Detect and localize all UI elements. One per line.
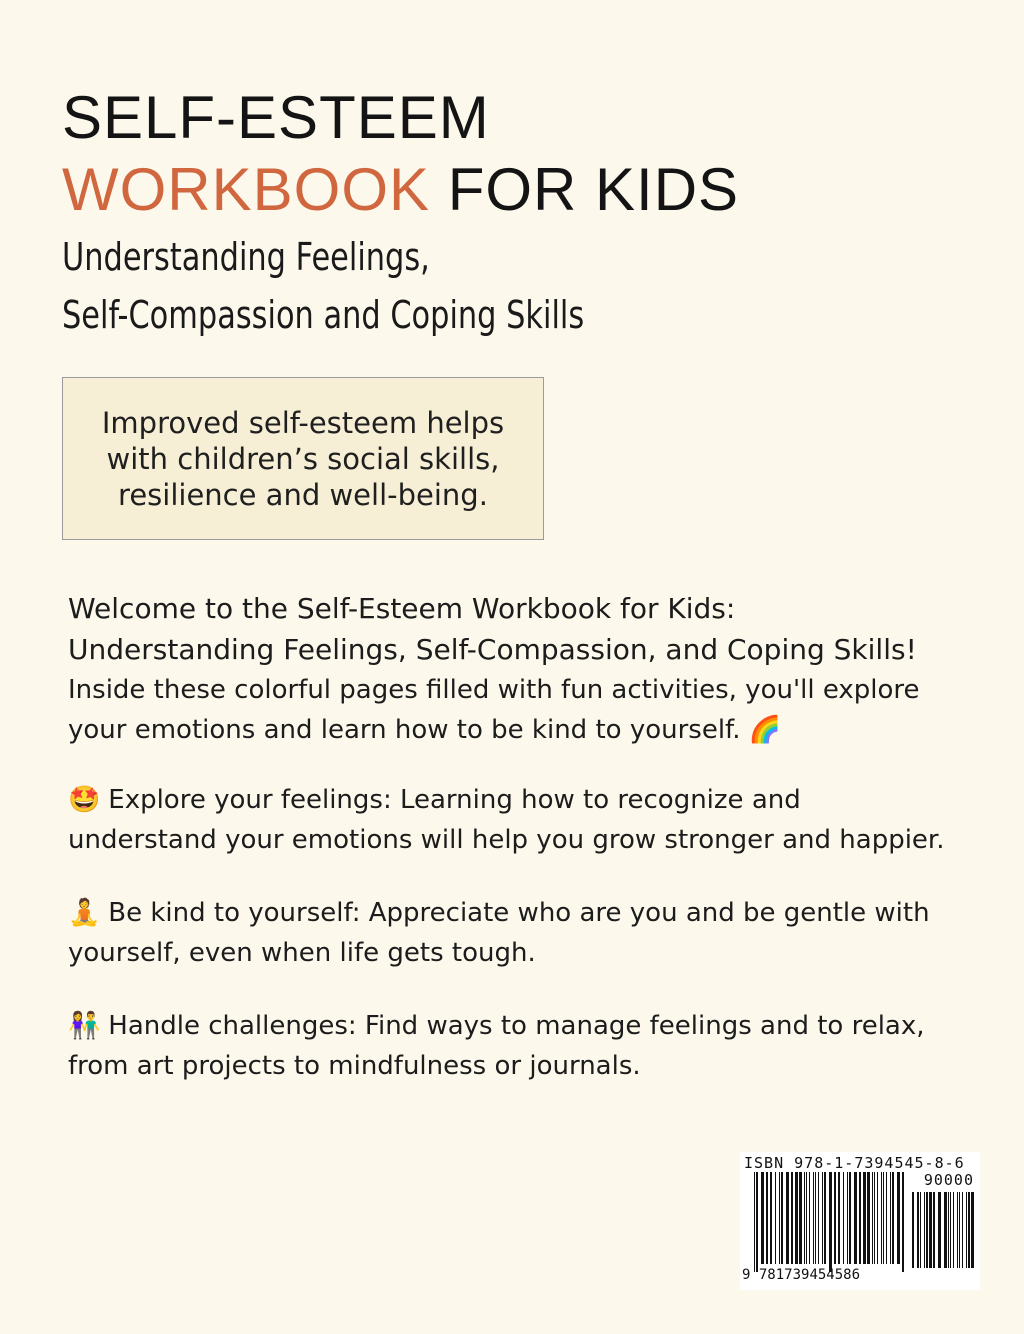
barcode-box [740, 1152, 980, 1290]
ean-first-digit: 9 [742, 1267, 751, 1283]
barcode-bar [867, 1172, 870, 1264]
barcode-bar [872, 1172, 873, 1264]
intro-body-line: Inside these colorful pages filled with fun activities, you'll explore [68, 675, 920, 705]
point-line: yourself, even when life gets tough. [68, 938, 536, 968]
callout-box [62, 377, 544, 540]
barcode-bar [843, 1172, 844, 1264]
price-code: 90000 [923, 1171, 974, 1189]
barcode-bar [754, 1172, 755, 1272]
intro-body-line [68, 710, 968, 750]
barcode-bar [962, 1192, 963, 1268]
barcode-bar [854, 1172, 857, 1264]
barcode-bar [959, 1192, 960, 1268]
barcode-bar [847, 1172, 848, 1264]
barcode-bar [883, 1172, 884, 1264]
callout-line: resilience and well-being. [118, 477, 488, 512]
title-accent-word: WORKBOOK [62, 156, 431, 223]
barcode-bar [786, 1172, 789, 1264]
meditation-icon: 🧘 [68, 898, 101, 928]
barcode-bar [766, 1172, 768, 1264]
barcode-bar [834, 1172, 836, 1264]
subtitle-line-2: Self-Compassion and Coping Skills [62, 293, 585, 337]
point-handle-challenges [68, 1006, 968, 1086]
point-text: Explore your feelings: Learning how to recognize and [108, 785, 801, 815]
point-line: from art projects to mindfulness or journals. [68, 1051, 641, 1081]
point-line: understand your emotions will help you grow stronger and happier. [68, 825, 945, 855]
barcode-bar [781, 1172, 783, 1264]
barcode-bar [938, 1192, 941, 1268]
barcode-bar [944, 1192, 947, 1268]
callout-line: with children’s social skills, [106, 441, 500, 476]
point-line [68, 1006, 968, 1046]
barcode-bar [950, 1192, 951, 1268]
barcode-bar [890, 1172, 891, 1264]
people-holding-hands-icon: 👫 [68, 1011, 101, 1041]
barcode-bar [791, 1172, 793, 1264]
barcode-bar [933, 1192, 935, 1268]
barcode-bar [824, 1172, 826, 1264]
barcode-bar [881, 1172, 882, 1264]
barcode-bar [957, 1192, 958, 1268]
barcode-bar [859, 1172, 861, 1264]
subtitle-line-1: Understanding Feelings, [62, 235, 430, 279]
barcode-bar [806, 1172, 807, 1264]
barcode-bar [971, 1192, 974, 1268]
barcode-bar [809, 1172, 810, 1264]
barcode-bar [948, 1192, 949, 1268]
book-title-line-1: SELF-ESTEEM [62, 84, 490, 151]
barcode-bar [838, 1172, 840, 1264]
barcode-bar [912, 1192, 914, 1268]
ean-digits [742, 1267, 860, 1283]
barcode-bar [897, 1172, 900, 1264]
barcode-bar [917, 1192, 919, 1268]
barcode-bar [924, 1192, 925, 1268]
intro-body-text: your emotions and learn how to be kind to yourself. [68, 715, 741, 745]
point-explore-feelings [68, 780, 968, 860]
point-line [68, 780, 968, 820]
barcode-bar [804, 1172, 805, 1264]
barcode-bar [929, 1192, 932, 1268]
barcode-bar [953, 1192, 954, 1268]
point-line [68, 893, 968, 933]
barcode-bar [886, 1172, 887, 1264]
barcode-bar [822, 1172, 823, 1264]
intro-heading-line: Welcome to the Self-Esteem Workbook for Kids: [68, 592, 736, 625]
barcode-bar [926, 1192, 928, 1268]
barcode-bar [920, 1192, 921, 1268]
intro-heading-line: Understanding Feelings, Self-Compassion, and Coping Skills! [68, 633, 917, 666]
barcode-bar [849, 1172, 851, 1264]
isbn-text: ISBN 978-1-7394545-8-6 [744, 1154, 965, 1172]
star-struck-icon: 🤩 [68, 785, 101, 815]
callout-line: Improved self-esteem helps [101, 405, 505, 440]
barcode-bar [902, 1172, 904, 1272]
callout-text [102, 405, 504, 513]
point-text: Handle challenges: Find ways to manage feelings and to relax, [108, 1011, 925, 1041]
barcode-bar [892, 1172, 894, 1264]
barcode-bar [779, 1172, 780, 1264]
barcode-bar [829, 1172, 832, 1272]
barcode-bar [968, 1192, 970, 1268]
barcode-bar [874, 1172, 875, 1264]
barcode-bar [770, 1172, 772, 1264]
barcode-bar [775, 1172, 776, 1264]
barcode-bar [813, 1172, 814, 1264]
barcode-bar [818, 1172, 819, 1264]
point-text: Be kind to yourself: Appreciate who are you and be gentle with [108, 898, 930, 928]
barcode-bar [877, 1172, 878, 1264]
intro-paragraph [68, 588, 968, 750]
rainbow-icon: 🌈 [748, 715, 782, 745]
barcode-bar [799, 1172, 802, 1264]
point-be-kind [68, 893, 968, 973]
barcode-bar [815, 1172, 816, 1264]
title-rest: FOR KIDS [447, 156, 740, 223]
barcode-bar [795, 1172, 798, 1264]
book-title-line-2 [62, 156, 740, 223]
barcode-bar [863, 1172, 866, 1264]
barcode-bar [761, 1172, 764, 1264]
barcode-bar [756, 1172, 758, 1272]
barcode-bar [966, 1192, 967, 1268]
ean-left-group: 781739 [758, 1267, 810, 1283]
ean-right-group: 454586 [809, 1267, 861, 1283]
